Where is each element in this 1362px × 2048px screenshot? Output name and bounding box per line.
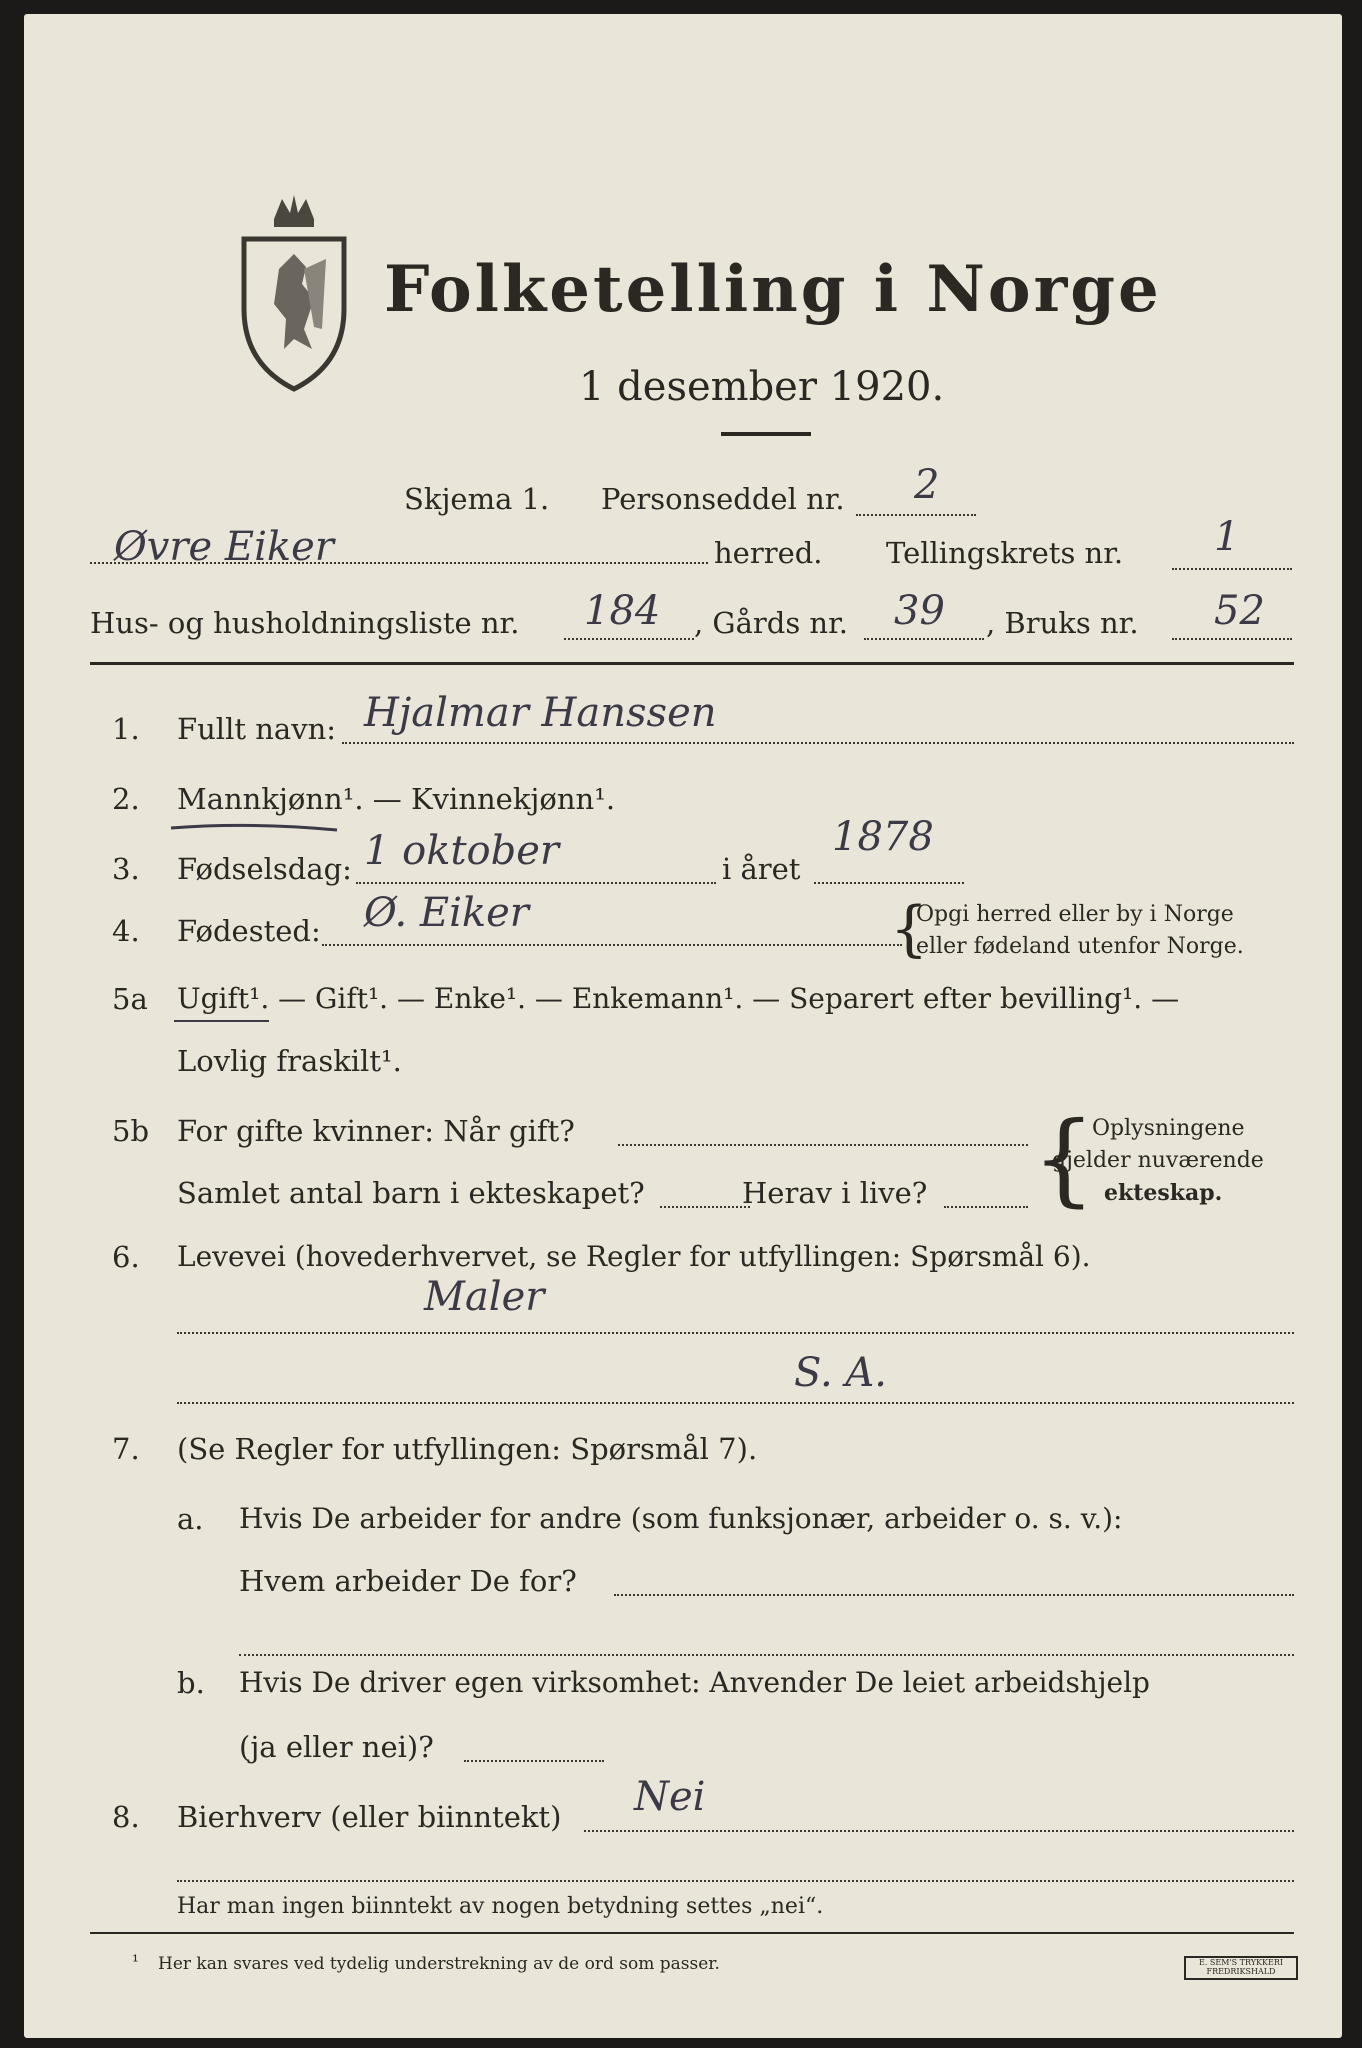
q8-line <box>584 1830 1294 1832</box>
q4-note-2: eller fødeland utenfor Norge. <box>916 934 1244 959</box>
hus-line <box>564 638 694 640</box>
q5b-line-2a-dots <box>660 1206 750 1208</box>
q5b-line-2b: Herav i live? <box>742 1176 928 1210</box>
q7a-line-2: Hvem arbeider De for? <box>239 1564 577 1598</box>
coat-of-arms-icon <box>234 189 354 399</box>
q4-line <box>322 944 902 946</box>
bruks-line <box>1172 638 1292 640</box>
q4-value: Ø. Eiker <box>364 890 529 936</box>
q3-year-line <box>814 882 964 884</box>
q7b-line-1: Hvis De driver egen virksomhet: Anvender De leiet arbeidshjelp <box>239 1666 1150 1699</box>
q3-line <box>356 882 716 884</box>
tellingskrets-label: Tellingskrets nr. <box>886 536 1124 570</box>
q5a-number: 5a <box>112 982 148 1016</box>
q4-label: Fødested: <box>177 914 321 948</box>
q8-number: 8. <box>112 1800 140 1834</box>
personseddel-label: Personseddel nr. <box>601 482 845 516</box>
footer-divider <box>90 1932 1294 1934</box>
footnote-mark: ¹ <box>132 1952 139 1972</box>
skjema-label: Skjema 1. <box>404 482 550 516</box>
q5a-line-2: Lovlig fraskilt¹. <box>177 1044 402 1078</box>
herred-value: Øvre Eiker <box>114 524 334 570</box>
form-title: Folketelling i Norge <box>384 252 1162 327</box>
herred-label: herred. <box>714 536 823 570</box>
q5a-underline <box>174 1020 269 1022</box>
q7a-line-dots <box>614 1594 1294 1596</box>
q7b-number: b. <box>177 1666 205 1700</box>
q2-underline <box>169 820 339 834</box>
personseddel-value: 2 <box>914 462 940 508</box>
gards-value: 39 <box>894 588 945 634</box>
q5b-line-2b-dots <box>944 1206 1028 1208</box>
q3-value: 1 oktober <box>364 828 560 874</box>
personseddel-line <box>856 514 976 516</box>
q8-label: Bierhverv (eller biinntekt) <box>177 1800 562 1834</box>
q5b-brace: { <box>1032 1100 1096 1217</box>
tellingskrets-line <box>1172 568 1292 570</box>
q6-value-1: Maler <box>424 1274 545 1320</box>
q5b-note-1: Oplysningene <box>1092 1116 1245 1141</box>
q4-note-1: Opgi herred eller by i Norge <box>916 902 1234 927</box>
q6-line-2 <box>177 1402 1294 1404</box>
bruks-value: 52 <box>1214 588 1265 634</box>
q5b-line-1: For gifte kvinner: Når gift? <box>177 1114 575 1148</box>
q5b-note-3: ekteskap. <box>1104 1180 1223 1206</box>
q2-label: Mannkjønn¹. — Kvinnekjønn¹. <box>177 782 616 816</box>
title-divider <box>721 432 811 436</box>
q4-number: 4. <box>112 914 140 948</box>
header-divider <box>90 662 1294 665</box>
q5b-line-1-dots <box>618 1144 1028 1146</box>
q6-line-1 <box>177 1332 1294 1334</box>
printer-stamp: E. SEM'S TRYKKERI FREDRIKSHALD <box>1184 1956 1298 1980</box>
q2-number: 2. <box>112 782 140 816</box>
q1-line <box>342 742 1294 744</box>
q5b-number: 5b <box>112 1114 150 1148</box>
q5b-line-2a: Samlet antal barn i ekteskapet? <box>177 1176 645 1210</box>
hus-value: 184 <box>584 588 661 634</box>
q8-line-2 <box>177 1880 1294 1882</box>
footer-note: Har man ingen biinntekt av nogen betydning settes „nei“. <box>177 1894 824 1919</box>
gards-label: , Gårds nr. <box>694 606 848 640</box>
tellingskrets-value: 1 <box>1214 514 1240 560</box>
gards-line <box>864 638 984 640</box>
q6-value-2: S. A. <box>794 1350 888 1396</box>
q1-label: Fullt navn: <box>177 712 337 746</box>
form-date: 1 desember 1920. <box>579 364 945 410</box>
census-form <box>24 14 1342 2038</box>
q7-label: (Se Regler for utfyllingen: Spørsmål 7). <box>177 1432 758 1466</box>
q6-number: 6. <box>112 1240 140 1274</box>
q3-year-value: 1878 <box>832 814 934 860</box>
q7-number: 7. <box>112 1432 140 1466</box>
q7a-line-1: Hvis De arbeider for andre (som funksjonær, arbeider o. s. v.): <box>239 1502 1123 1535</box>
q7a-number: a. <box>177 1502 204 1536</box>
q1-number: 1. <box>112 712 140 746</box>
q5b-note-2: gjelder nuværende <box>1052 1148 1264 1173</box>
bruks-label: , Bruks nr. <box>986 606 1139 640</box>
q7a-line-2-dots <box>239 1654 1294 1656</box>
q6-label: Levevei (hovederhvervet, se Regler for utfyllingen: Spørsmål 6). <box>177 1240 1091 1273</box>
q5a-line-1: Ugift¹. — Gift¹. — Enke¹. — Enkemann¹. — Separert efter bevilling¹. — <box>177 982 1180 1015</box>
hus-label: Hus- og husholdningsliste nr. <box>90 606 520 640</box>
q1-value: Hjalmar Hanssen <box>364 690 717 736</box>
q7b-line-2: (ja eller nei)? <box>239 1730 434 1764</box>
footnote: Her kan svares ved tydelig understrekning av de ord som passer. <box>158 1954 720 1974</box>
q3-year-label: i året <box>722 852 801 886</box>
q8-value: Nei <box>634 1774 706 1820</box>
q3-label: Fødselsdag: <box>177 852 352 886</box>
q3-number: 3. <box>112 852 140 886</box>
q4-brace: { <box>890 894 929 964</box>
q7b-line-dots <box>464 1760 604 1762</box>
